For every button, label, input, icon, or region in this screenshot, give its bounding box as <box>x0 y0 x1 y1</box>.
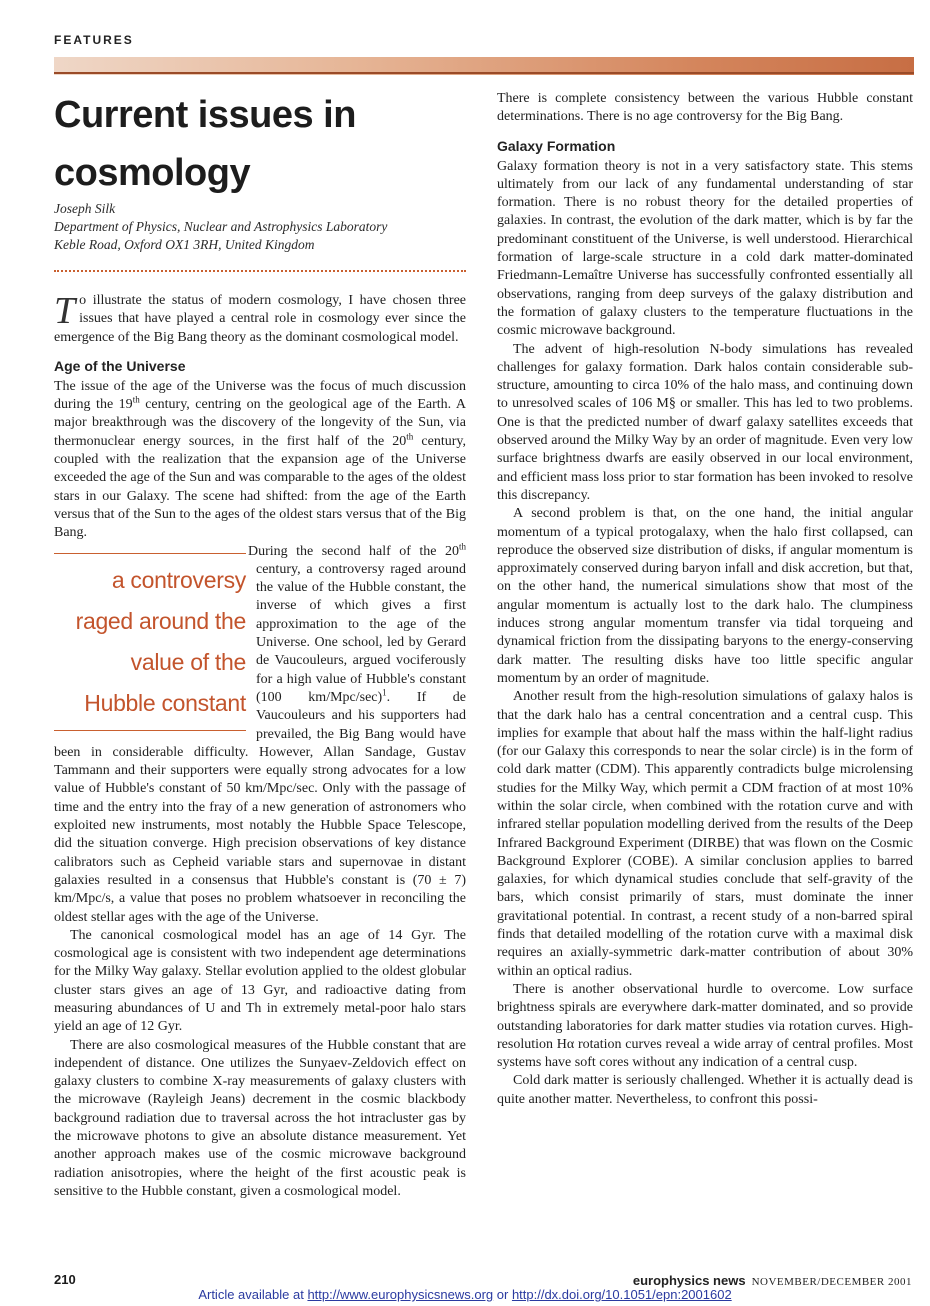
issue-date: NOVEMBER/DECEMBER 2001 <box>751 1276 912 1288</box>
galaxy-paragraph-3: A second problem is that, on the one hand, the initial angular momentum of a typical protogalaxy, when the halo first collapsed, can reproduce the observed size distribution of disks, if angular momentum is approximately conserved during baryon infall and disk accretion, but that, on the other hand, the numerical simulations show that most of the angular momentum is actually lost to the dark halo. The clumpiness induces strong angular momentum transfer via tidal torqueing and dynamical friction from the dissipating baryons to the energy-conserving dark matter. The resulting disks have too little specific angular momentum by an order of magnitude. <box>497 506 913 686</box>
age-paragraph-3: The canonical cosmological model has an age of 14 Gyr. The cosmological age is consistent with two independent age determinations for the Milky Way galaxy. Stellar evolution applied to the oldest globular cluster stars gives an age of 13 Gyr, and radioactive dating from measuring abundances of U and Th in extremely metal-poor halo stars yield an age of 12 Gyr. <box>54 927 466 1035</box>
drop-cap: T <box>54 290 76 332</box>
dotted-divider <box>54 270 466 272</box>
galaxy-paragraph-1: Galaxy formation theory is not in a very satisfactory state. This stems ultimately from our lack of any fundamental understanding of star formation. There is no robust theory for the detailed properties of galaxies. In contrast, the evolution of the dark matter, which is by far the predominant constituent of the Universe, is well understood. Hierarchical formation of large-scale structure in a cold dark matter-dominated Friedmann-Lemaître Universe has successfully confronted essentially all observations, ranging from deep surveys of the galaxy distribution and the formation of galaxy clusters to the temperature fluctuations in the cosmic microwave background. <box>497 158 913 339</box>
heading-age-of-universe: Age of the Universe <box>54 357 186 374</box>
header-rule-band <box>54 57 914 75</box>
heading-galaxy-formation: Galaxy Formation <box>497 137 616 154</box>
pull-quote: a controversy raged around the value of the Hubble constant <box>54 553 246 731</box>
author-block <box>54 200 474 254</box>
author-affiliation-1: Department of Physics, Nuclear and Astrophysics Laboratory <box>54 219 388 234</box>
page-number: 210 <box>54 1272 76 1287</box>
age-paragraph-2: a controversy raged around the value of the Hubble constant During the second half of the 20th century, a controversy raged around the value of the Hubble constant, the inverse of which gives a first approximation to the age of the Universe. One school, led by Gerard de Vaucouleurs, argued vociferously for a high value of Hubble's constant (100 km/Mpc/sec)$^1$. If de Vaucouleurs and his supporters had prevailed, the Big Bang would have been in considerable difficulty. However, Allan Sandage, Gustav Tammann and their supporters were equally strong advocates for a low value of Hubble's constant of 50 km/Mpc/sec. Only with the passage of time and the entry into the fray of a new generation of astronomers who exploited new instruments, most notably the Hubble Space Telescope, did the situation converge. High precision observations of key distance calibrators such as Cepheid variable stars and supernovae in distant galaxies resulted in a consensus that Hubble's constant is (70 ± 7) km/Mpc/s, a value that poses no problem whatsoever in reconciling the oldest stellar ages with the age of the Universe. <box>54 540 466 925</box>
galaxy-paragraph-5: There is another observational hurdle to overcome. Low surface brightness spirals are everywhere dark-matter dominated, and so provide outstanding laboratories for dark matter studies via rotation curves. High-resolution Hα rotation curves reveal a wide array of central profiles. Most systems have soft cores without any indication of a central cusp. <box>497 981 913 1071</box>
doi-link[interactable]: http://dx.doi.org/10.1051/epn:2001602 <box>511 1287 732 1302</box>
left-column <box>54 292 466 1201</box>
journal-name: europhysics news <box>632 1273 746 1288</box>
intro-paragraph: To illustrate the status of modern cosmology, I have chosen three issues that have played a central role in cosmology ever since the emergence of the Big Bang theory as the dominant cosmological model. <box>54 290 466 345</box>
galaxy-paragraph-4: Another result from the high-resolution simulations of galaxy halos is that the dark halo has a central concentration and a central cusp. This implies for example that about half the mass within the half-light radius (for our Galaxy this corresponds to near the solar circle) is in the form of cold dark matter (CDM). This apparently contradicts bulge microlensing studies for the Milky Way, which permit a CDM fraction of at most 10% within the solar circle, when combined with the rotation curve and with infrared stellar population modelling derived from the results of the Deep Infrared Background Experiment (DIRBE) that was flown on the Cosmic Background Explorer (COBE). A similar conclusion applies to barred galaxies, for which dynamical studies conclude that self-gravity of the bars, which consist primarily of stars, must dominate the inner gravitational potential. In contrast, a recent study of a non-barred spiral finds that detailed modelling of the rotation curve with a maximal disk requires an axially-symmetric dark-matter contribution of about 30% within an optical radius. <box>497 689 913 979</box>
availability-line: Article available at http://www.europhysicsnews.org or http://dx.doi.org/10.1051/epn:2001602 <box>198 1287 732 1302</box>
article-title: Current issues in cosmology <box>54 94 356 194</box>
section-label: FEATURES <box>54 33 134 47</box>
author-affiliation-2: Keble Road, Oxford OX1 3RH, United Kingdom <box>54 237 315 252</box>
age-paragraph-4: There are also cosmological measures of the Hubble constant that are independent of distance. One utilizes the Sunyaev-Zeldovich effect on galaxy clusters to combine X-ray measurements of galaxy clusters with the microwave (Rayleigh Jeans) decrement in the cosmic blackbody background radiation due to traversal across the hot intracluster gas by the microwave photons to give an absolute distance measurement. Yet another approach makes use of the cosmic microwave background radiation anisotropies, where the height of the first acoustic peak is sensitive to the Hubble constant, given a cosmological model. <box>54 1037 466 1199</box>
age-paragraph-1: The issue of the age of the Universe was the focus of much discussion during the 19th century, centring on the geological age of the Earth. A major breakthrough was the discovery of the longevity of the Sun, via thermonuclear energy sources, in the first half of the 20th century, coupled with the realization that the expansion age of the Universe exceeded the age of the Sun and was comparable to the ages of the oldest stars in our Galaxy. The scene had shifted: from the age of the Earth versus that of the Sun to the ages of the oldest stars versus that of the Big Bang. <box>54 378 467 541</box>
galaxy-paragraph-2: The advent of high-resolution N-body simulations has revealed challenges for galaxy formation. Dark halos contain considerable sub-structure, amounting to circa 10% of the halo mass, and continuing down to unresolved scales of 106 M§ or smaller. This has led to two problems. One is that the predicted number of dwarf galaxy satellites exceeds that observed around the Milky Way by an order of magnitude. Even very low surface brightness dwarfs are easily observed in our local environment, and efficient mass loss prior to star formation has been invoked to resolve this discrepancy. <box>497 341 913 503</box>
consistency-paragraph: There is complete consistency between the various Hubble constant determinations. There is no age controversy for the Big Bang. <box>497 91 913 125</box>
europhysicsnews-link[interactable]: http://www.europhysicsnews.org <box>307 1287 494 1302</box>
right-column <box>497 90 913 1109</box>
author-name: Joseph Silk <box>54 201 116 216</box>
galaxy-paragraph-6: Cold dark matter is seriously challenged. Whether it is actually dead is quite another matter. Nevertheless, to confront this possi- <box>497 1073 913 1107</box>
